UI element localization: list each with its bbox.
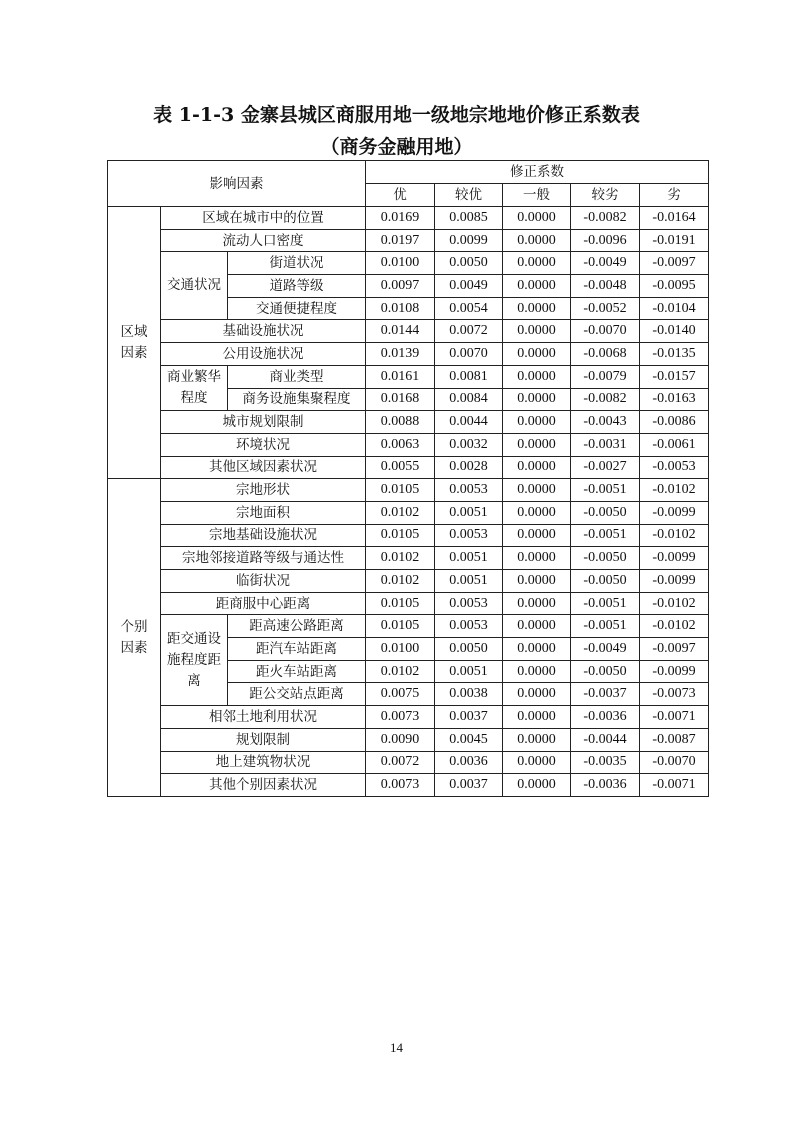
coef-value: -0.0082: [571, 207, 640, 230]
coef-value: 0.0100: [366, 638, 435, 661]
coef-value: 0.0000: [503, 411, 571, 434]
coef-value: -0.0164: [640, 207, 709, 230]
factor-label: 其他个别因素状况: [161, 774, 366, 797]
coef-value: 0.0000: [503, 683, 571, 706]
coef-value: 0.0072: [435, 320, 503, 343]
coef-value: -0.0099: [640, 501, 709, 524]
factor-label: 距高速公路距离: [228, 615, 366, 638]
table-row: [108, 411, 709, 434]
coef-value: 0.0088: [366, 411, 435, 434]
page-number: 14: [390, 1040, 403, 1055]
table-row: [108, 774, 709, 797]
coef-value: 0.0000: [503, 660, 571, 683]
factor-label: 其他区域因素状况: [161, 456, 366, 479]
coef-value: -0.0050: [571, 660, 640, 683]
coef-value: -0.0050: [571, 570, 640, 593]
coef-value: 0.0051: [435, 570, 503, 593]
level-header: 一般: [503, 184, 571, 207]
coef-value: 0.0084: [435, 388, 503, 411]
coef-value: 0.0197: [366, 229, 435, 252]
coef-value: -0.0191: [640, 229, 709, 252]
factor-header: 影响因素: [108, 161, 366, 207]
coefficient-table: [107, 160, 709, 797]
table-row: [108, 728, 709, 751]
factor-label: 公用设施状况: [161, 343, 366, 366]
coef-value: -0.0051: [571, 615, 640, 638]
coef-value: 0.0051: [435, 547, 503, 570]
table-row: [108, 524, 709, 547]
coef-value: 0.0090: [366, 728, 435, 751]
factor-label: 基础设施状况: [161, 320, 366, 343]
coef-value: -0.0095: [640, 275, 709, 298]
coef-value: 0.0000: [503, 774, 571, 797]
coef-value: 0.0099: [435, 229, 503, 252]
coef-value: 0.0168: [366, 388, 435, 411]
coef-value: 0.0000: [503, 297, 571, 320]
coef-header: 修正系数: [366, 161, 709, 184]
coef-value: 0.0000: [503, 388, 571, 411]
coef-value: 0.0161: [366, 365, 435, 388]
coef-value: -0.0051: [571, 479, 640, 502]
coef-value: 0.0105: [366, 524, 435, 547]
coef-value: 0.0073: [366, 706, 435, 729]
coef-value: -0.0068: [571, 343, 640, 366]
coef-value: 0.0100: [366, 252, 435, 275]
table-row: [108, 547, 709, 570]
coef-value: 0.0139: [366, 343, 435, 366]
coef-value: 0.0000: [503, 728, 571, 751]
coef-value: 0.0055: [366, 456, 435, 479]
coef-value: 0.0000: [503, 365, 571, 388]
factor-label: 城市规划限制: [161, 411, 366, 434]
table-subtitle: （商务金融用地）: [320, 136, 473, 158]
coef-value: -0.0070: [640, 751, 709, 774]
coef-value: -0.0036: [571, 706, 640, 729]
table-row: [108, 252, 709, 275]
coef-value: 0.0045: [435, 728, 503, 751]
coef-value: 0.0102: [366, 547, 435, 570]
coef-value: 0.0000: [503, 751, 571, 774]
coef-value: 0.0053: [435, 592, 503, 615]
coef-value: 0.0105: [366, 592, 435, 615]
coef-value: -0.0102: [640, 479, 709, 502]
coef-value: 0.0044: [435, 411, 503, 434]
coef-value: -0.0097: [640, 638, 709, 661]
factor-label: 相邻土地利用状况: [161, 706, 366, 729]
coef-value: 0.0000: [503, 638, 571, 661]
coef-value: 0.0053: [435, 479, 503, 502]
coef-value: -0.0053: [640, 456, 709, 479]
coef-value: -0.0104: [640, 297, 709, 320]
coef-value: -0.0099: [640, 547, 709, 570]
coef-value: 0.0032: [435, 433, 503, 456]
coef-value: -0.0099: [640, 660, 709, 683]
coef-value: 0.0049: [435, 275, 503, 298]
factor-label: 商务设施集聚程度: [228, 388, 366, 411]
coef-value: 0.0102: [366, 501, 435, 524]
table-row: [108, 229, 709, 252]
coef-value: -0.0027: [571, 456, 640, 479]
coef-value: -0.0086: [640, 411, 709, 434]
coef-value: 0.0102: [366, 660, 435, 683]
factor-label: 宗地邻接道路等级与通达性: [161, 547, 366, 570]
table-row: [108, 570, 709, 593]
factor-label: 街道状况: [228, 252, 366, 275]
coef-value: 0.0000: [503, 592, 571, 615]
coef-value: -0.0079: [571, 365, 640, 388]
factor-label: 距火车站距离: [228, 660, 366, 683]
coef-value: -0.0087: [640, 728, 709, 751]
coef-value: -0.0044: [571, 728, 640, 751]
table-row: [108, 501, 709, 524]
subgroup-label: 交通状况: [161, 252, 228, 320]
coef-value: 0.0051: [435, 660, 503, 683]
table-row: [108, 365, 709, 388]
coef-value: -0.0102: [640, 524, 709, 547]
table-title: 表 1-1-3 金寨县城区商服用地一级地宗地地价修正系数表: [153, 104, 640, 126]
coef-value: 0.0000: [503, 501, 571, 524]
coef-value: 0.0000: [503, 343, 571, 366]
coef-value: 0.0097: [366, 275, 435, 298]
subgroup-label: 距交通设施程度距离: [161, 615, 228, 706]
coef-value: -0.0073: [640, 683, 709, 706]
coef-value: 0.0073: [366, 774, 435, 797]
coef-value: -0.0043: [571, 411, 640, 434]
table-row: [108, 615, 709, 638]
coef-value: 0.0105: [366, 615, 435, 638]
factor-label: 距公交站点距离: [228, 683, 366, 706]
coef-value: 0.0081: [435, 365, 503, 388]
factor-label: 宗地基础设施状况: [161, 524, 366, 547]
coef-value: 0.0000: [503, 433, 571, 456]
coef-value: -0.0051: [571, 592, 640, 615]
level-header: 劣: [640, 184, 709, 207]
coef-value: -0.0082: [571, 388, 640, 411]
factor-label: 环境状况: [161, 433, 366, 456]
coef-value: 0.0000: [503, 456, 571, 479]
table-row: [108, 320, 709, 343]
coef-value: 0.0000: [503, 252, 571, 275]
table-row: [108, 207, 709, 230]
factor-label: 距商服中心距离: [161, 592, 366, 615]
coef-value: 0.0028: [435, 456, 503, 479]
coef-value: 0.0054: [435, 297, 503, 320]
coef-value: 0.0053: [435, 615, 503, 638]
factor-label: 道路等级: [228, 275, 366, 298]
coef-value: -0.0031: [571, 433, 640, 456]
group-label: 个别因素: [108, 479, 161, 797]
coef-value: -0.0140: [640, 320, 709, 343]
coef-value: 0.0102: [366, 570, 435, 593]
coef-value: 0.0000: [503, 547, 571, 570]
factor-label: 宗地面积: [161, 501, 366, 524]
coef-value: -0.0071: [640, 774, 709, 797]
coef-value: -0.0096: [571, 229, 640, 252]
coef-value: 0.0000: [503, 320, 571, 343]
coef-value: 0.0075: [366, 683, 435, 706]
coef-value: 0.0037: [435, 774, 503, 797]
coef-value: -0.0036: [571, 774, 640, 797]
level-header: 优: [366, 184, 435, 207]
factor-label: 临街状况: [161, 570, 366, 593]
coef-value: -0.0050: [571, 501, 640, 524]
table-row: [108, 479, 709, 502]
coef-value: -0.0097: [640, 252, 709, 275]
coef-value: 0.0050: [435, 252, 503, 275]
coef-value: -0.0102: [640, 592, 709, 615]
coef-value: 0.0169: [366, 207, 435, 230]
factor-label: 流动人口密度: [161, 229, 366, 252]
table-row: [108, 343, 709, 366]
coef-value: 0.0036: [435, 751, 503, 774]
coef-value: -0.0037: [571, 683, 640, 706]
factor-label: 商业类型: [228, 365, 366, 388]
coef-value: 0.0105: [366, 479, 435, 502]
coef-value: 0.0000: [503, 207, 571, 230]
coef-value: 0.0000: [503, 706, 571, 729]
coef-value: -0.0163: [640, 388, 709, 411]
table-row: [108, 456, 709, 479]
coef-value: -0.0049: [571, 252, 640, 275]
coef-value: 0.0038: [435, 683, 503, 706]
coef-value: -0.0070: [571, 320, 640, 343]
factor-label: 区域在城市中的位置: [161, 207, 366, 230]
factor-label: 交通便捷程度: [228, 297, 366, 320]
subgroup-label: 商业繁华程度: [161, 365, 228, 410]
coef-value: 0.0000: [503, 275, 571, 298]
coef-value: -0.0135: [640, 343, 709, 366]
factor-label: 地上建筑物状况: [161, 751, 366, 774]
coef-value: -0.0050: [571, 547, 640, 570]
coef-value: -0.0049: [571, 638, 640, 661]
table-row: [108, 592, 709, 615]
coef-value: 0.0051: [435, 501, 503, 524]
coef-value: 0.0063: [366, 433, 435, 456]
group-label: 区域因素: [108, 207, 161, 479]
coef-value: -0.0048: [571, 275, 640, 298]
coef-value: -0.0052: [571, 297, 640, 320]
header-row-1: [108, 161, 709, 184]
coef-value: -0.0035: [571, 751, 640, 774]
coef-value: 0.0085: [435, 207, 503, 230]
coef-value: 0.0037: [435, 706, 503, 729]
coef-value: -0.0099: [640, 570, 709, 593]
coef-value: 0.0070: [435, 343, 503, 366]
coef-value: 0.0144: [366, 320, 435, 343]
table-row: [108, 706, 709, 729]
factor-label: 距汽车站距离: [228, 638, 366, 661]
coef-value: 0.0000: [503, 570, 571, 593]
coef-value: 0.0000: [503, 524, 571, 547]
coef-value: 0.0053: [435, 524, 503, 547]
coef-value: 0.0000: [503, 615, 571, 638]
table-row: [108, 751, 709, 774]
coef-value: 0.0050: [435, 638, 503, 661]
table-row: [108, 433, 709, 456]
level-header: 较劣: [571, 184, 640, 207]
coef-value: 0.0072: [366, 751, 435, 774]
level-header: 较优: [435, 184, 503, 207]
coef-value: -0.0061: [640, 433, 709, 456]
coef-value: -0.0071: [640, 706, 709, 729]
coef-value: -0.0102: [640, 615, 709, 638]
coef-value: 0.0108: [366, 297, 435, 320]
coef-value: 0.0000: [503, 229, 571, 252]
factor-label: 宗地形状: [161, 479, 366, 502]
coef-value: 0.0000: [503, 479, 571, 502]
factor-label: 规划限制: [161, 728, 366, 751]
coef-value: -0.0157: [640, 365, 709, 388]
coef-value: -0.0051: [571, 524, 640, 547]
